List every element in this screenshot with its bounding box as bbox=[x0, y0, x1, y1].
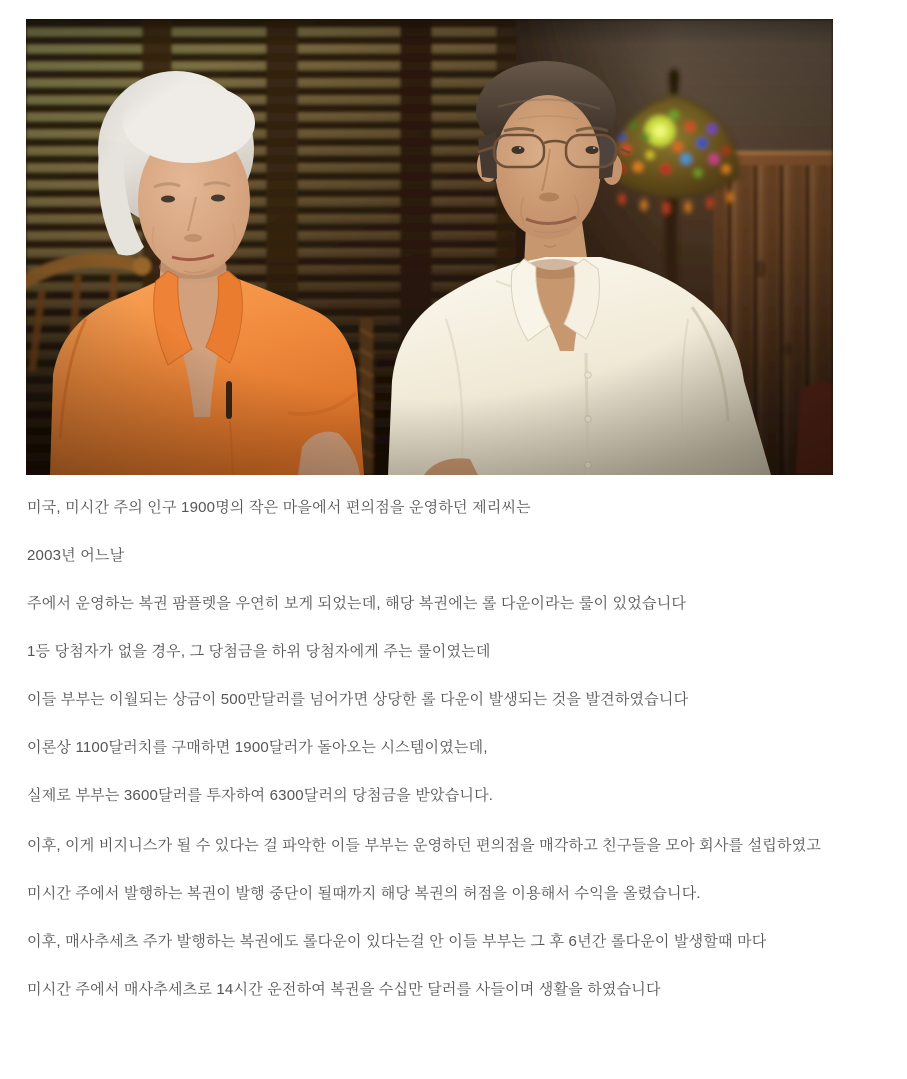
article-paragraph-4: 1등 당첨자가 없을 경우, 그 당첨금을 하위 당첨자에게 주는 룰이였는데 bbox=[27, 643, 491, 660]
article-paragraph-2: 2003년 어느날 bbox=[27, 547, 125, 564]
article-paragraph-6: 이론상 1100달러치를 구매하면 1900달러가 돌아오는 시스템이였는데, bbox=[27, 739, 488, 756]
article-paragraph-5: 이들 부부는 이월되는 상금이 500만달러를 넘어가면 상당한 롤 다운이 발생되는 것을 발견하였습니다 bbox=[27, 691, 689, 708]
article-body bbox=[27, 475, 897, 1030]
article-paragraph-11: 미시간 주에서 매사추세츠로 14시간 운전하여 복권을 수십만 달러를 사들이며 생활을 하였습니다 bbox=[27, 981, 661, 998]
article-paragraph-10: 이후, 매사추세츠 주가 발행하는 복권에도 롤다운이 있다는걸 안 이들 부부는 그 후 6년간 롤다운이 발생할때 마다 bbox=[27, 933, 767, 950]
article-paragraph-1: 미국, 미시간 주의 인구 1900명의 작은 마을에서 편의점을 운영하던 제리씨는 bbox=[27, 499, 531, 516]
article-paragraph-9: 미시간 주에서 발행하는 복권이 발행 중단이 될때까지 해당 복권의 허점을 이용해서 수익을 올렸습니다. bbox=[27, 885, 701, 902]
couple-interview-photo bbox=[26, 19, 833, 475]
vignette-overlay bbox=[26, 19, 833, 475]
article-paragraph-7: 실제로 부부는 3600달러를 투자하여 6300달러의 당첨금을 받았습니다. bbox=[27, 787, 494, 804]
photo-illustration bbox=[26, 19, 833, 475]
article-paragraph-8: 이후, 이게 비지니스가 될 수 있다는 걸 파악한 이들 부부는 운영하던 편의점을 매각하고 친구들을 모아 회사를 설립하였고 bbox=[27, 837, 822, 854]
article-paragraph-3: 주에서 운영하는 복권 팜플렛을 우연히 보게 되었는데, 해당 복권에는 롤 다운이라는 룰이 있었습니다 bbox=[27, 595, 687, 612]
